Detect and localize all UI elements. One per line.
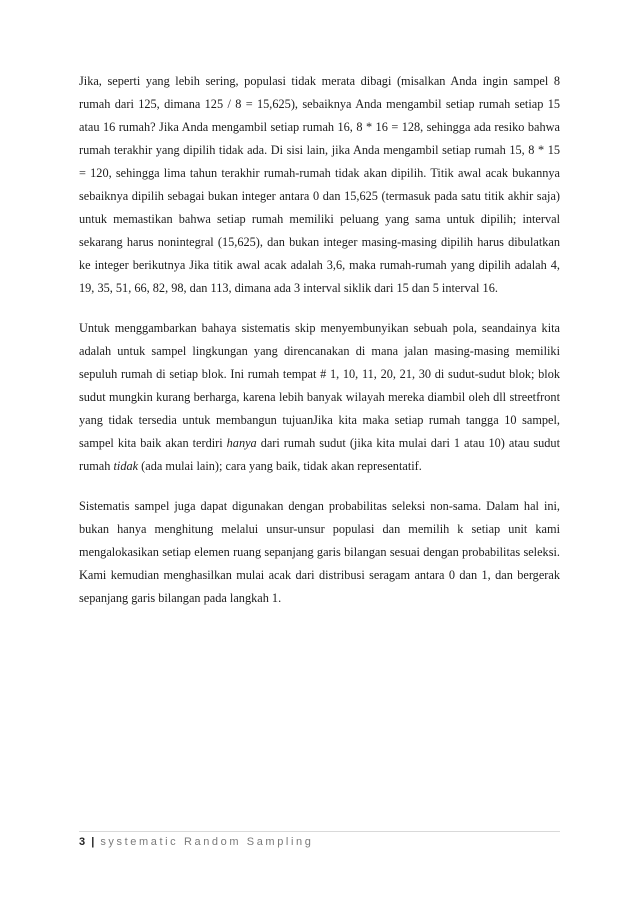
footer-divider [79,831,560,832]
paragraph-text: Sistematis sampel juga dapat digunakan dengan probabilitas seleksi non-sama. Dalam hal ini, bukan hanya menghitung melalui unsur-unsur populasi dan memilih k setiap unit kami mengalokasikan setiap elemen ruang sepanjang garis bilangan sesuai dengan probabilitas seleksi. Kami kemudian menghasilkan mulai acak dari distribusi seragam antara 0 dan 1, dan bergerak sepanjang garis bilangan pada langkah 1. [79,499,560,605]
paragraph [79,70,560,300]
italic-text: hanya [226,436,257,450]
footer-separator: | [91,836,95,848]
paragraph-text: dari rumah sudut (jika kita mulai dari 1 atau 10) atau sudut rumah [79,436,560,473]
paragraph-text: (ada mulai lain); cara yang baik, tidak akan representatif. [138,459,422,473]
paragraph [79,495,560,610]
paragraph-text: Jika, seperti yang lebih sering, populasi tidak merata dibagi (misalkan Anda ingin sampel 8 rumah dari 125, dimana 125 / 8 = 15,625), sebaiknya Anda mengambil setiap rumah setiap 15 atau 16 rumah? Jika Anda mengambil setiap rumah 16, 8 * 16 = 128, sehingga ada resiko bahwa rumah terakhir yang dipilih tidak ada. Di sisi lain, jika Anda mengambil setiap rumah 15, 8 * 15 = 120, sehingga lima tahun terakhir rumah-rumah tidak akan dipilih. Titik awal acak bukannya sebaiknya dipilih sebagai bukan integer antara 0 dan 15,625 (termasuk pada satu titik akhir saja) untuk memastikan bahwa setiap rumah memiliki peluang yang sama untuk dipilih; interval sekarang harus nonintegral (15,625), dan bukan integer masing-masing dipilih harus dibulatkan ke integer berikutnya Jika titik awal acak adalah 3,6, maka rumah-rumah yang dipilih adalah 4, 19, 35, 51, 66, 82, 98, dan 113, dimana ada 3 interval siklik dari 15 dan 5 interval 16. [79,74,560,295]
paragraph-text: Untuk menggambarkan bahaya sistematis skip menyembunyikan sebuah pola, seandainya kita adalah untuk sampel lingkungan yang direncanakan di mana jalan masing-masing memiliki sepuluh rumah di setiap blok. Ini rumah tempat # 1, 10, 11, 20, 21, 30 di sudut-sudut blok; blok sudut mungkin kurang berharga, karena lebih banyak wilayah mereka diambil oleh dll streetfront yang tidak tersedia untuk membangun tujuanJika kita maka setiap rumah tangga 10 sampel, sampel kita baik akan terdiri [79,321,560,450]
page-number: 3 [79,836,86,848]
page-footer [79,836,313,848]
footer-title: systematic Random Sampling [100,836,314,848]
body-text [79,70,560,627]
italic-text: tidak [113,459,139,473]
paragraph [79,317,560,478]
